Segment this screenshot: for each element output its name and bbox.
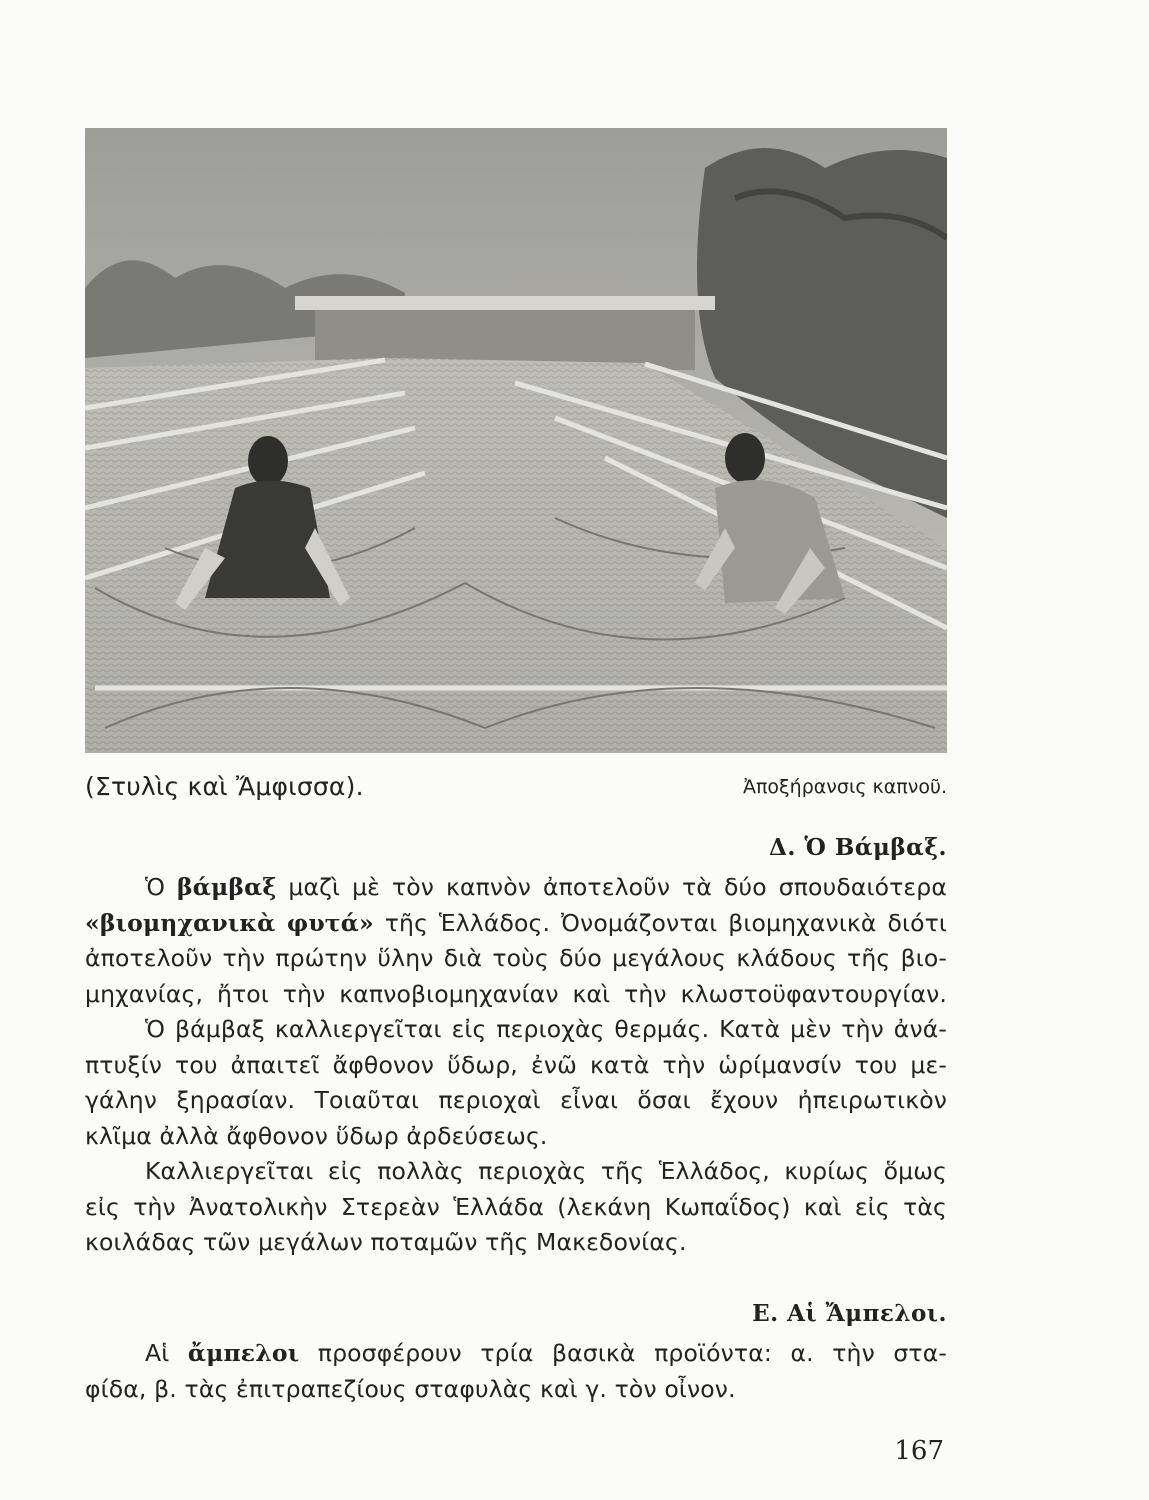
- text-run: Αἱ: [145, 1339, 188, 1367]
- text-run: Ὁ: [145, 873, 178, 901]
- text-line: ἀποτελοῦν τὴν πρώτην ὕλην διὰ τοὺς δύο μεγάλους κλάδους τῆς βιο-: [85, 944, 947, 972]
- photo-tobacco-drying: [85, 128, 947, 753]
- paragraph-cotton-intro: [85, 870, 947, 1012]
- photo-illustration: [85, 128, 947, 753]
- text-line: εἰς τὴν Ἀνατολικὴν Στερεὰν Ἑλλάδα (λεκάνη Κωπαΐδος) καὶ εἰς τὰς: [85, 1192, 947, 1221]
- caption-right: Ἀποξήρανσις καπνοῦ.: [743, 776, 947, 798]
- paragraph-cotton-climate: [85, 1012, 947, 1154]
- text-run: τῆς Ἑλλάδος. Ὀνομάζονται βιομηχανικὰ διότι: [373, 908, 947, 937]
- text-line: Καλλιεργεῖται εἰς πολλὰς περιοχὰς τῆς Ἑλλάδος, κυρίως ὅμως: [145, 1157, 947, 1185]
- bold-term: «βιομηχανικὰ φυτά»: [85, 908, 374, 937]
- text-line: κλῖμα ἀλλὰ ἄφθονον ὕδωρ ἀρδεύσεως.: [85, 1121, 548, 1150]
- text-line: [85, 906, 947, 942]
- caption-left: (Στυλὶς καὶ Ἄμφισσα).: [85, 772, 364, 801]
- text-line: [85, 1336, 947, 1372]
- text-line: γάλην ξηρασίαν. Τοιαῦται περιοχαὶ εἶναι ὅσαι ἔχουν ἠπειρωτικὸν: [85, 1086, 947, 1114]
- page-number: 167: [894, 1436, 944, 1466]
- text-line: πτυξίν του ἀπαιτεῖ ἄφθονον ὕδωρ, ἐνῶ κατὰ τὴν ὡρίμανσίν του με-: [85, 1050, 947, 1079]
- bold-term: ἄμπελοι: [187, 1339, 300, 1367]
- text-run: μαζὶ μὲ τὸν καπνὸν ἀποτελοῦν τὰ δύο σπουδαιότερα: [276, 873, 947, 901]
- text-line: μηχανίας, ἤτοι τὴν καπνοβιομηχανίαν καὶ τὴν κλωστοϋφαντουργίαν.: [85, 979, 947, 1008]
- paragraph-vines: [85, 1336, 947, 1407]
- section-heading-cotton: Δ. Ὁ Βάμβαξ.: [769, 834, 947, 861]
- text-run: προσφέρουν τρία βασικὰ προϊόντα: α. τὴν στα-: [299, 1339, 947, 1367]
- figure-caption: [85, 772, 947, 812]
- paragraph-cotton-regions: [85, 1154, 947, 1261]
- bold-term: βάμβαξ: [177, 873, 277, 901]
- text-line: κοιλάδας τῶν μεγάλων ποταμῶν τῆς Μακεδονίας.: [85, 1228, 687, 1256]
- text-line: φίδα, β. τὰς ἐπιτραπεζίους σταφυλὰς καὶ γ. τὸν οἶνον.: [85, 1374, 736, 1403]
- section-heading-vines: Ε. Αἱ Ἄμπελοι.: [752, 1300, 947, 1327]
- text-line: Ὁ βάμβαξ καλλιεργεῖται εἰς περιοχὰς θερμάς. Κατὰ μὲν τὴν ἀνά-: [145, 1015, 947, 1043]
- text-line: [85, 870, 947, 906]
